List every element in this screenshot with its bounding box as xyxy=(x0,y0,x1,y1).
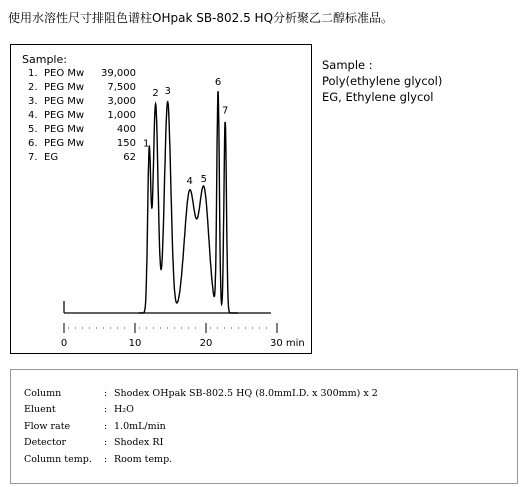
sample-legend-header: Sample: xyxy=(22,53,67,66)
sample-mw: 400 xyxy=(116,124,136,135)
x-tick-label: 30 min xyxy=(270,338,305,349)
condition-label: Column temp. xyxy=(24,454,92,465)
sample-mw: 39,000 xyxy=(101,68,136,79)
sample-mw: 7,500 xyxy=(107,82,136,93)
x-tick-label: 10 xyxy=(128,338,142,349)
condition-colon: : xyxy=(104,388,108,399)
condition-label: Column xyxy=(24,388,62,399)
condition-value: Shodex RI xyxy=(114,437,164,448)
sample-name: EG xyxy=(44,152,59,163)
peak-label: 1 xyxy=(143,138,150,150)
sample-number: 3. xyxy=(28,96,38,107)
condition-value: Room temp. xyxy=(114,454,173,465)
peak-label: 2 xyxy=(152,88,159,99)
condition-label: Eluent xyxy=(24,404,56,415)
sample-number: 5. xyxy=(28,124,38,135)
sample-number: 1. xyxy=(28,68,38,79)
sample-name: PEG Mw xyxy=(44,110,85,121)
sample-name: PEG Mw xyxy=(44,124,85,135)
page-title: 使用水溶性尺寸排阻色谱柱OHpak SB-802.5 HQ分析聚乙二醇标准品。 xyxy=(8,11,394,25)
condition-row xyxy=(24,437,163,448)
side-note-heading: Sample : xyxy=(322,58,373,72)
sample-mw: 150 xyxy=(116,138,136,149)
sample-number: 2. xyxy=(28,82,38,93)
condition-label: Detector xyxy=(24,437,67,448)
condition-label: Flow rate xyxy=(24,421,71,432)
sample-number: 6. xyxy=(28,138,38,149)
sample-mw: 1,000 xyxy=(107,110,136,121)
peak-label: 6 xyxy=(214,77,222,88)
sample-mw: 3,000 xyxy=(107,96,136,107)
condition-row xyxy=(24,454,172,465)
condition-row xyxy=(24,421,166,432)
sample-number: 4. xyxy=(28,110,38,121)
peak-label: 3 xyxy=(164,85,171,97)
condition-colon: : xyxy=(104,404,108,415)
condition-row xyxy=(24,404,134,415)
signal-trace xyxy=(139,91,238,313)
condition-colon: : xyxy=(104,437,108,448)
sample-name: PEG Mw xyxy=(44,96,85,107)
x-tick-label: 20 xyxy=(199,338,213,349)
condition-value: H₂O xyxy=(114,404,134,415)
sample-name: PEG Mw xyxy=(44,82,85,93)
peak-label: 7 xyxy=(221,105,229,117)
sample-name: PEG Mw xyxy=(44,138,85,149)
condition-colon: : xyxy=(104,454,108,465)
condition-value: Shodex OHpak SB-802.5 HQ (8.0mmI.D. x 300mm) x 2 xyxy=(114,388,378,399)
condition-value: 1.0mL/min xyxy=(114,421,166,432)
peak-label: 5 xyxy=(200,173,208,185)
condition-colon: : xyxy=(104,421,108,432)
sample-mw: 62 xyxy=(123,152,136,163)
condition-row xyxy=(24,388,378,399)
peak-label: 4 xyxy=(186,176,193,187)
side-note-line: EG, Ethylene glycol xyxy=(322,90,434,104)
side-note-line: Poly(ethylene glycol) xyxy=(322,74,443,88)
sample-name: PEO Mw xyxy=(44,68,85,79)
sample-number: 7. xyxy=(28,152,38,163)
x-tick-label: 0 xyxy=(60,338,68,349)
